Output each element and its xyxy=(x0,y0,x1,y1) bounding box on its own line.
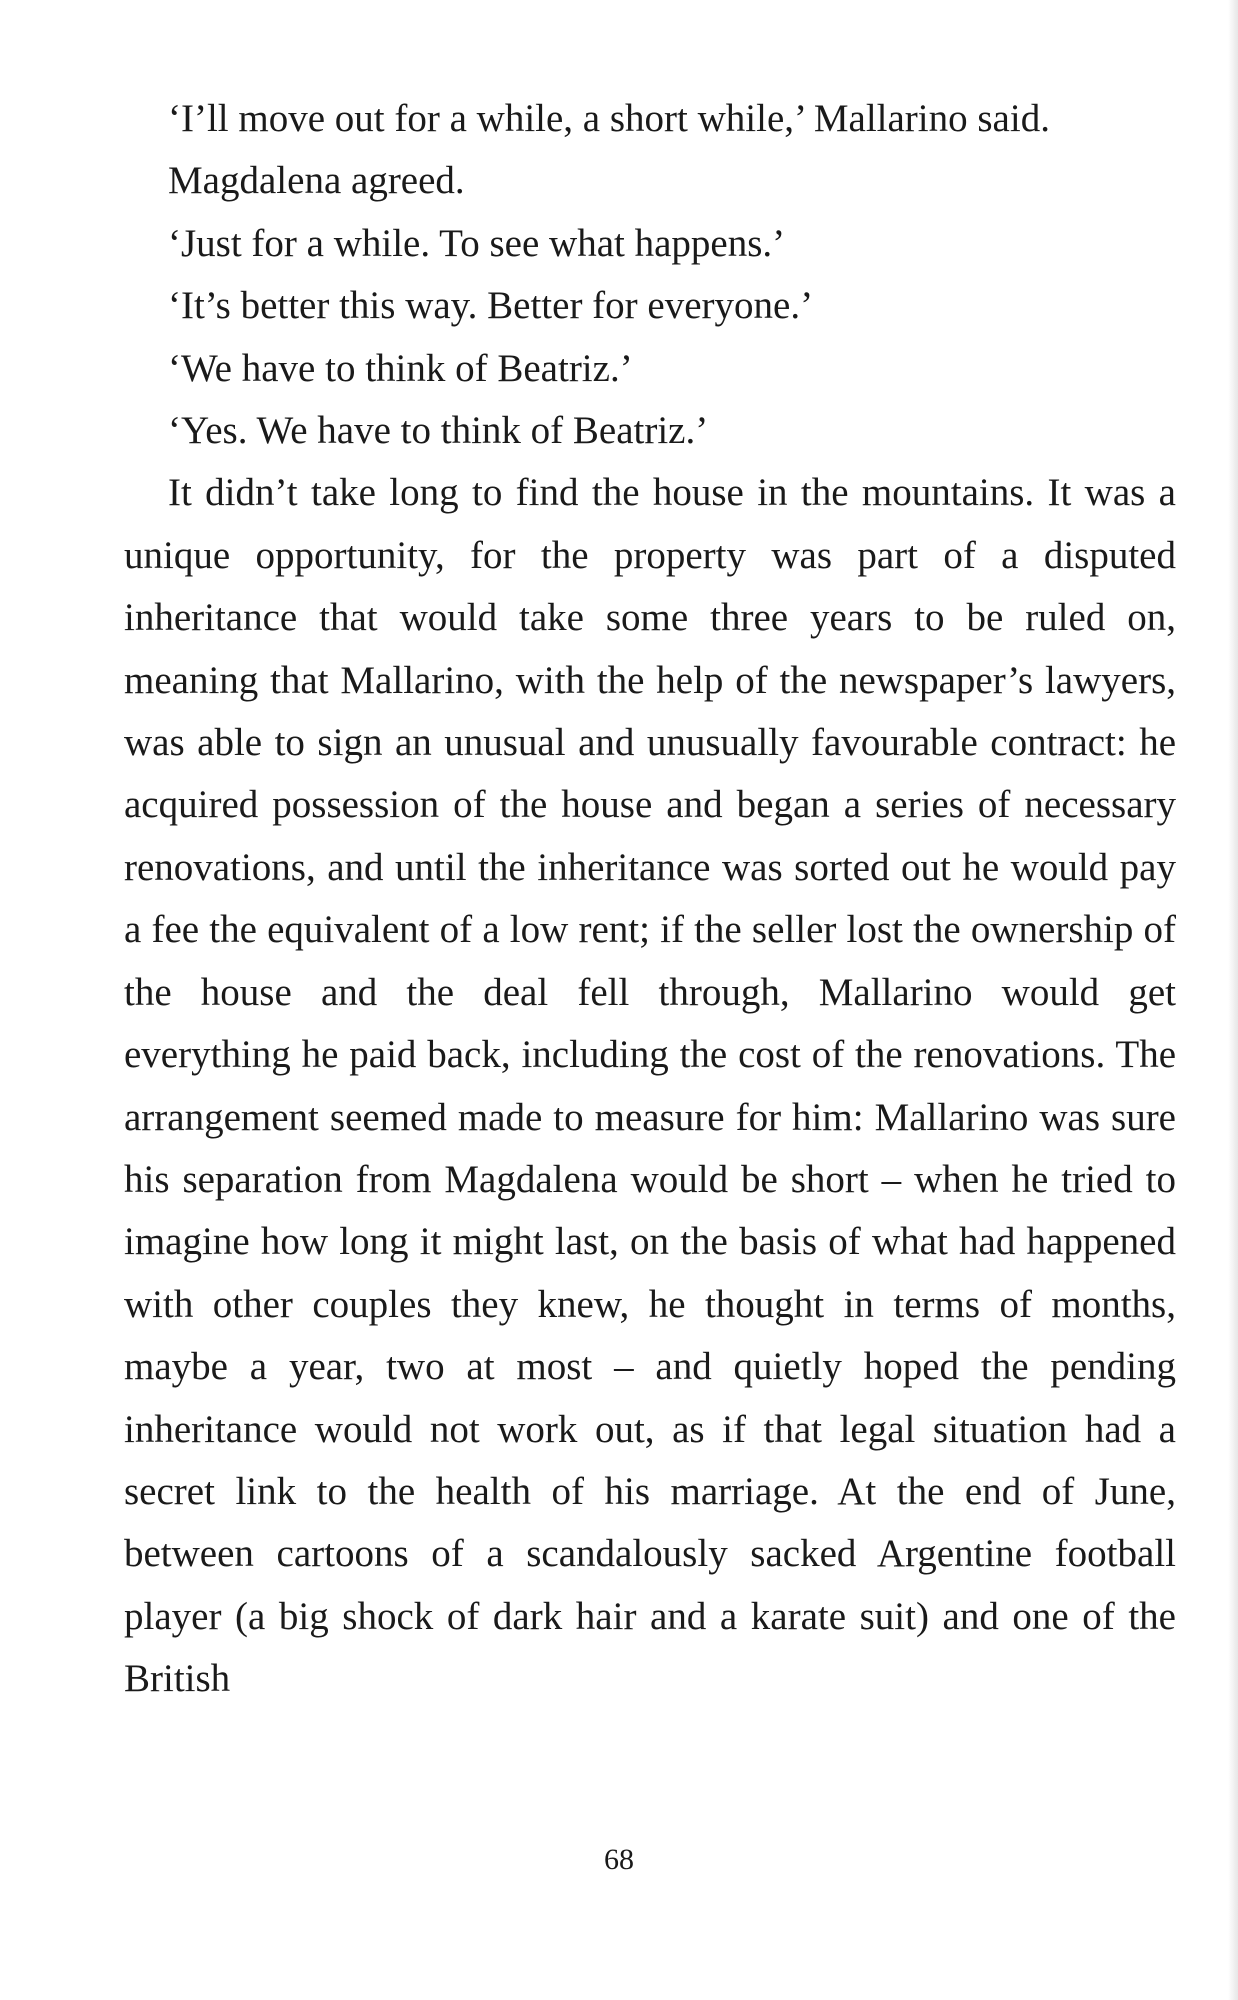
page-edge-shadow xyxy=(1228,0,1238,2000)
narrative-paragraph: It didn’t take long to find the house in the mountains. It was a unique opportunity, for the property was part of a disputed inheritance that would take some three years to be ruled on, meaning that Mallarino, with the help of the newspaper’s lawyers, was able to sign an unusual and unusually favourable contract: he acquired possession of the house and began a series of necessary renovations, and until the inheritance was sorted out he would pay a fee the equivalent of a low rent; if the seller lost the ownership of the house and the deal fell through, Mallarino would get everything he paid back, including the cost of the renovations. The arrangement seemed made to measure for him: Mallarino was sure his separation from Magdalena would be short – when he tried to imagine how long it might last, on the basis of what had happened with other couples they knew, he thought in terms of months, maybe a year, two at most – and quietly hoped the pending inheritance would not work out, as if that legal situation had a secret link to the health of his marriage. At the end of June, between cartoons of a scandalously sacked Argentine football player (a big shock of dark hair and a karate suit) and one of the British xyxy=(124,471,1176,1701)
dialogue-line-1: ‘I’ll move out for a while, a short while,’ Mallarino said. xyxy=(168,97,1050,140)
dialogue-line-2: Magdalena agreed. xyxy=(168,159,465,203)
page-number: 68 xyxy=(604,1843,634,1876)
body-text xyxy=(124,88,1176,1711)
dialogue-line-4: ‘It’s better this way. Better for everyone.’ xyxy=(168,284,814,328)
dialogue-line-6: ‘Yes. We have to think of Beatriz.’ xyxy=(168,409,709,453)
dialogue-line-3: ‘Just for a while. To see what happens.’ xyxy=(168,221,786,265)
dialogue-line-5: ‘We have to think of Beatriz.’ xyxy=(168,346,633,390)
